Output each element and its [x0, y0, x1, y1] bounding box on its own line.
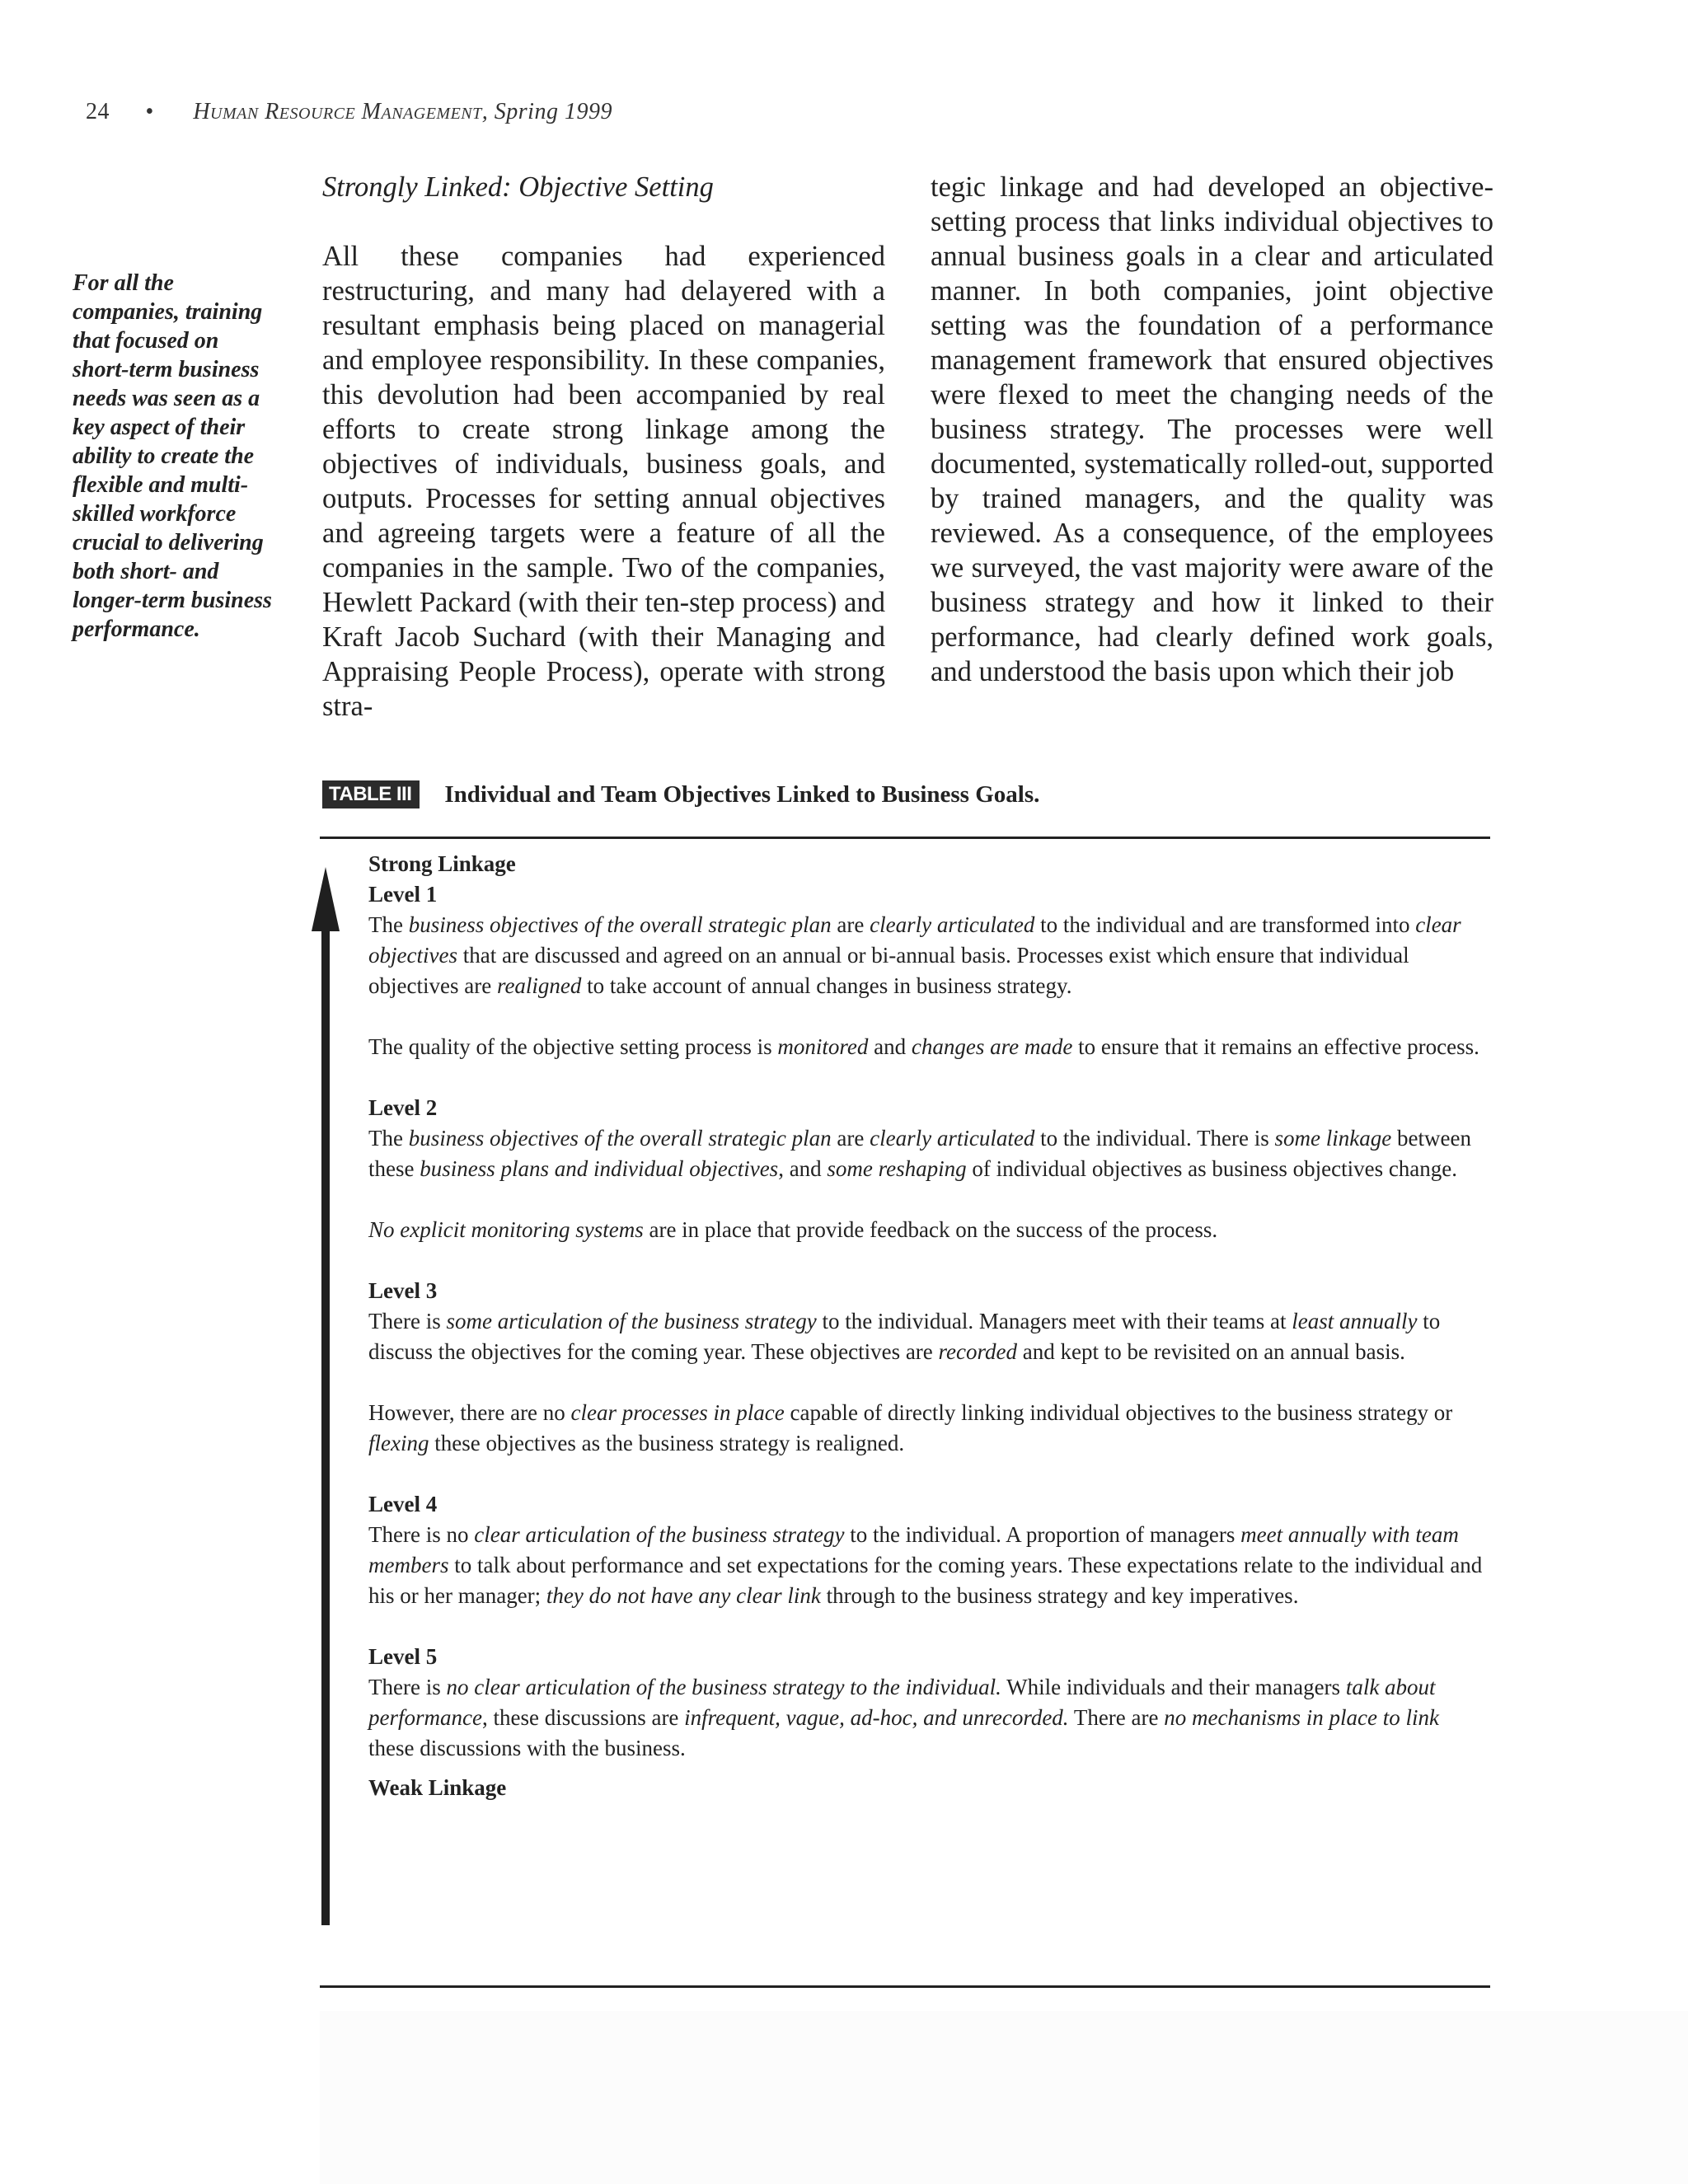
pull-quote: For all the companies, training that focused on short-term business needs was seen as a key aspect of their ability to create the flexible and multi-skilled workforce crucial to delivering both short- and longer-term business performance.	[73, 270, 272, 642]
level-gap	[368, 1245, 1489, 1276]
emphasis-text: some linkage	[1274, 1126, 1392, 1151]
body-text: to the individual. A proportion of managers	[844, 1522, 1241, 1547]
body-text: are	[831, 912, 870, 937]
body-text: and kept to be revisited on an annual basis.	[1017, 1339, 1405, 1364]
emphasis-text: clear objectives	[368, 912, 1461, 968]
level-gap	[368, 1611, 1489, 1642]
level-label: Level 2	[368, 1095, 438, 1120]
body-text: The	[368, 1126, 409, 1151]
body-text: to the individual. Managers meet with their teams at	[816, 1309, 1292, 1333]
table-top-rule	[320, 837, 1490, 839]
level-label: Level 5	[368, 1644, 438, 1669]
page-bottom-shade	[320, 2011, 1688, 2184]
table-badge: TABLE III	[322, 780, 420, 808]
linkage-arrow-icon	[312, 867, 340, 1930]
body-text: and	[868, 1034, 912, 1059]
emphasis-text: realigned	[496, 973, 582, 998]
paragraph-gap	[368, 1184, 1489, 1215]
emphasis-text: business objectives of the overall strategic plan	[408, 912, 832, 937]
level-description	[368, 1306, 1489, 1367]
right-column	[931, 170, 1493, 689]
emphasis-text: changes are made	[911, 1034, 1073, 1059]
emphasis-text: clearly articulated	[870, 912, 1035, 937]
strong-linkage-label: Strong Linkage	[368, 851, 516, 876]
body-text: are	[831, 1126, 870, 1151]
emphasis-text: flexing	[368, 1431, 429, 1455]
emphasis-text: no mechanisms in place to link	[1164, 1705, 1439, 1730]
running-header	[86, 99, 612, 125]
emphasis-text: clear processes in place	[570, 1400, 785, 1425]
level-gap	[368, 1459, 1489, 1489]
level-description	[368, 1215, 1489, 1245]
emphasis-text: some reshaping	[827, 1156, 967, 1181]
body-text: , these discussions are	[481, 1705, 685, 1730]
body-text: There is	[368, 1675, 447, 1699]
body-text: to take account of annual changes in business strategy.	[581, 973, 1072, 998]
table-body	[368, 849, 1489, 1803]
emphasis-text: business plans and individual objectives	[420, 1156, 779, 1181]
level-description	[368, 1672, 1489, 1764]
body-text: to discuss the objectives for the coming year. These objectives are	[368, 1309, 1441, 1364]
body-text: However, there are no	[368, 1400, 571, 1425]
emphasis-text: clear articulation of the business strategy	[474, 1522, 845, 1547]
level-description	[368, 1123, 1489, 1184]
body-text: to talk about performance and set expectations for the coming years. These expectations relate to the individual and his or her manager;	[368, 1553, 1483, 1608]
emphasis-text: clearly articulated	[870, 1126, 1035, 1151]
body-text: these discussions with the business.	[368, 1736, 686, 1760]
level-label: Level 4	[368, 1492, 438, 1516]
section-subheading: Strongly Linked: Objective Setting	[322, 171, 714, 203]
paragraph-gap	[368, 1367, 1489, 1398]
paragraph-gap	[368, 1001, 1489, 1032]
emphasis-text: talk about performance	[368, 1675, 1436, 1730]
level-description	[368, 1520, 1489, 1611]
level-gap	[368, 1062, 1489, 1093]
emphasis-text: No explicit monitoring systems	[368, 1217, 644, 1242]
header-separator: •	[145, 99, 154, 124]
body-text: are in place that provide feedback on the success of the process.	[643, 1217, 1218, 1242]
level-description	[368, 1398, 1489, 1459]
body-text: There is	[368, 1309, 447, 1333]
arrow-shaft	[321, 928, 330, 1925]
level-label: Level 3	[368, 1278, 438, 1303]
body-text: capable of directly linking individual objectives to the business strategy or	[784, 1400, 1453, 1425]
body-text: of individual objectives as business objectives change.	[966, 1156, 1458, 1181]
body-text: There are	[1068, 1705, 1165, 1730]
body-text: through to the business strategy and key imperatives.	[820, 1583, 1299, 1608]
body-text: There is no	[368, 1522, 475, 1547]
page-number: 24	[86, 99, 110, 124]
emphasis-text: least annually	[1292, 1309, 1418, 1333]
levels-list	[368, 879, 1489, 1764]
journal-issue: Spring 1999	[494, 99, 612, 124]
table-bottom-rule	[320, 1985, 1490, 1988]
emphasis-text: monitored	[777, 1034, 869, 1059]
body-text: between these	[368, 1126, 1471, 1181]
arrow-head	[312, 867, 340, 931]
journal-name: Human Resource Management,	[193, 99, 489, 124]
body-text: The	[368, 912, 409, 937]
body-text: these objectives as the business strategy is realigned.	[429, 1431, 905, 1455]
emphasis-text: meet annually with team members	[368, 1522, 1459, 1577]
body-text: , and	[778, 1156, 828, 1181]
emphasis-text: some articulation of the business strategy	[446, 1309, 817, 1333]
emphasis-text: business objectives of the overall strategic plan	[408, 1126, 832, 1151]
weak-linkage-label: Weak Linkage	[368, 1775, 507, 1800]
table-caption	[322, 778, 1039, 811]
emphasis-text: infrequent, vague, ad-hoc, and unrecorded.	[684, 1705, 1069, 1730]
right-column-text: tegic linkage and had developed an objective-setting process that links individual objectives to annual business goals in a clear and articulated manner. In both companies, joint objective setting was the foundation of a performance management framework that ensured objectives were flexed to meet the changing needs of the business strategy. The processes were well documented, systematically rolled-out, supported by trained managers, and the quality was reviewed. As a consequence, of the employees we surveyed, the vast majority were aware of the business strategy and how it linked to their performance, had clearly defined work goals, and understood the basis upon which their job	[931, 171, 1493, 687]
left-column	[322, 170, 885, 724]
body-text: to the individual and are transformed into	[1034, 912, 1416, 937]
body-text: The quality of the objective setting process is	[368, 1034, 778, 1059]
level-description	[368, 1032, 1489, 1062]
emphasis-text: they do not have any clear link	[546, 1583, 821, 1608]
emphasis-text: recorded	[938, 1339, 1018, 1364]
body-text: While individuals and their managers	[1001, 1675, 1346, 1699]
body-text: to the individual. There is	[1034, 1126, 1275, 1151]
table-title: Individual and Team Objectives Linked to Business Goals.	[444, 780, 1040, 808]
body-text: to ensure that it remains an effective process.	[1072, 1034, 1479, 1059]
left-column-text: All these companies had experienced restructuring, and many had delayered with a resultant emphasis being placed on managerial and employee responsibility. In these companies, this devolution had been accompanied by real efforts to create strong linkage among the objectives of individuals, business goals, and outputs. Processes for setting annual objectives and agreeing targets were a feature of all the companies in the sample. Two of the companies, Hewlett Packard (with their ten-step process) and Kraft Jacob Suchard (with their Managing and Appraising People Process), operate with strong stra-	[322, 241, 885, 722]
emphasis-text: no clear articulation of the business strategy to the individual.	[446, 1675, 1001, 1699]
body-text: that are discussed and agreed on an annual or bi-annual basis. Processes exist which ensure that individual objectives are	[368, 943, 1409, 998]
level-label: Level 1	[368, 882, 438, 907]
level-description	[368, 910, 1489, 1001]
